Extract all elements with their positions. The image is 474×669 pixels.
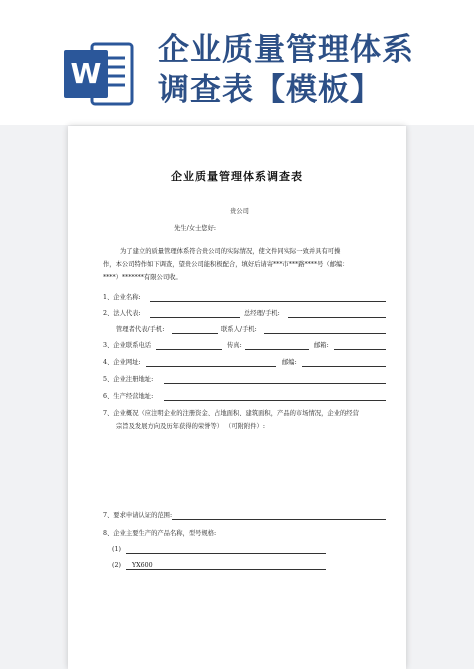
- overview-line-2: 宗旨及发展方向及历年获得的荣誉等） （可附附件）:: [116, 423, 265, 430]
- field-postcode-label: 邮编:: [282, 359, 297, 366]
- word-icon: [62, 38, 136, 110]
- product-item-2-value: YX600: [132, 562, 153, 569]
- field-mgmt-rep-label: 管理者代表/手机:: [116, 326, 165, 333]
- intro-line-1: 为了建立的质量管理体系符合贵公司的实际情况，使文件同实际一致并具有可操: [120, 248, 341, 255]
- field-op-address-line[interactable]: [164, 400, 386, 401]
- product-item-2-line[interactable]: [126, 569, 326, 570]
- product-item-2-number: (2): [112, 562, 121, 569]
- field-phone-line[interactable]: [156, 349, 222, 350]
- field-op-address-label: 6、生产经营地址:: [103, 393, 154, 400]
- field-products-label: 8、企业主要生产的产品名称，型号规格:: [103, 530, 217, 537]
- greeting: 先生/女士您好:: [174, 225, 217, 232]
- document-title: 企业质量管理体系调查表: [171, 170, 303, 183]
- field-postcode-line[interactable]: [302, 366, 386, 367]
- product-item-1-number: (1): [112, 546, 121, 553]
- overview-line-1: 7、企业概况（应注明企业的注册资金、占地面积、建筑面积，产品的市场情况，企业的经营: [103, 410, 359, 417]
- field-scope-line[interactable]: [172, 519, 386, 520]
- overview-answer-area[interactable]: [103, 436, 386, 506]
- field-website-label: 4、企业网址:: [103, 359, 141, 366]
- field-contact-line[interactable]: [264, 333, 386, 334]
- field-reg-address-line[interactable]: [164, 383, 386, 384]
- title-line-2: 调查表【模板】: [158, 72, 382, 108]
- field-email-label: 邮箱:: [314, 342, 329, 349]
- field-phone-label: 3、企业联系电话: [103, 342, 152, 349]
- field-company-name-line[interactable]: [150, 301, 386, 302]
- title-line-1: 企业质量管理体系: [158, 32, 414, 68]
- field-email-line[interactable]: [334, 349, 386, 350]
- field-scope-label: 7、要求申请认证的范围:: [103, 512, 173, 519]
- word-icon-letter: W: [70, 57, 102, 90]
- field-legal-rep-line[interactable]: [150, 317, 240, 318]
- field-legal-rep-label: 2、法人代表:: [103, 310, 141, 317]
- document-page: [68, 126, 406, 669]
- field-gm-phone-line[interactable]: [288, 317, 386, 318]
- field-website-line[interactable]: [146, 366, 276, 367]
- field-reg-address-label: 5、企业注册地址:: [103, 376, 154, 383]
- field-company-name-label: 1、企业名称:: [103, 294, 141, 301]
- recipient: 贵公司: [230, 208, 249, 215]
- header-banner: [0, 0, 474, 125]
- field-mgmt-rep-line[interactable]: [172, 333, 218, 334]
- field-fax-line[interactable]: [245, 349, 309, 350]
- page-title: [158, 30, 468, 110]
- field-contact-label: 联系人/手机:: [221, 326, 257, 333]
- field-gm-phone-label: 总经理/手机:: [244, 310, 280, 317]
- field-fax-label: 传真:: [227, 342, 242, 349]
- intro-line-2: 作，本公司特作如下调查，望贵公司能积极配合，填好后请寄***市***路****号（邮编：: [103, 261, 349, 268]
- product-item-1-line[interactable]: [126, 553, 326, 554]
- intro-line-3: ****）*******有限公司收。: [103, 274, 182, 281]
